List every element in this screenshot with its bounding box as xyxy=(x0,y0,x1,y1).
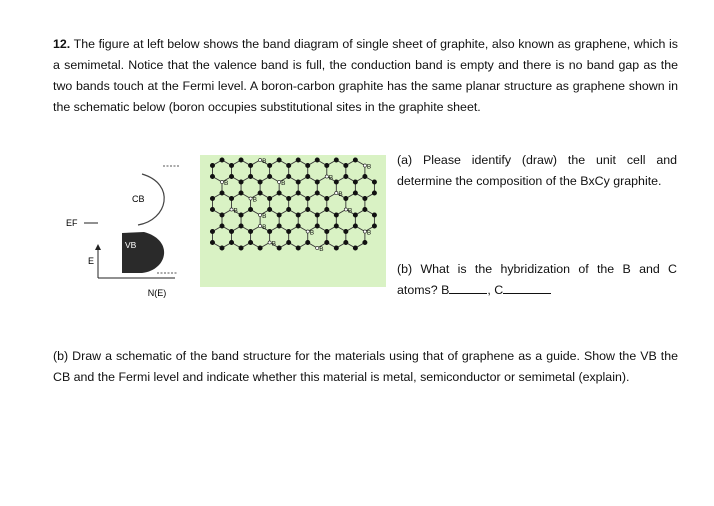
carbon-atom xyxy=(306,196,310,200)
carbon-atom xyxy=(315,224,319,228)
carbon-atom xyxy=(353,213,357,217)
energy-axis-label: E xyxy=(87,256,95,266)
boron-label: B xyxy=(262,224,267,231)
energy-axis-arrow xyxy=(95,244,101,250)
carbon-atom xyxy=(210,196,214,200)
carbon-atom xyxy=(248,174,252,178)
carbon-atom xyxy=(286,196,290,200)
carbon-atom xyxy=(286,229,290,233)
boron-label: B xyxy=(328,174,334,182)
carbon-atom xyxy=(286,240,290,244)
hybridization-c-blank[interactable] xyxy=(503,281,551,294)
carbon-atom xyxy=(344,229,348,233)
carbon-atom xyxy=(267,207,271,211)
dos-axis-label: N(E) xyxy=(147,288,167,298)
carbon-atom xyxy=(277,191,281,195)
carbon-atom xyxy=(296,246,300,250)
boron-label: B xyxy=(347,207,353,215)
carbon-atom xyxy=(239,180,243,184)
carbon-atom xyxy=(248,163,252,167)
carbon-atom xyxy=(306,163,310,167)
carbon-atom xyxy=(344,174,348,178)
carbon-atom xyxy=(258,246,262,250)
carbon-atom xyxy=(353,158,357,162)
carbon-atom xyxy=(334,224,338,228)
carbon-atom xyxy=(372,180,376,184)
boron-label: B xyxy=(233,207,238,215)
boron-label: B xyxy=(338,191,343,198)
boron-label: B xyxy=(262,213,267,220)
problem-intro xyxy=(53,34,678,118)
carbon-atom xyxy=(306,240,310,244)
carbon-atom xyxy=(315,180,319,184)
boron-label: B xyxy=(366,229,372,237)
carbon-atom xyxy=(353,191,357,195)
carbon-atom xyxy=(210,174,214,178)
carbon-atom xyxy=(239,191,243,195)
boron-label: B xyxy=(224,180,229,187)
carbon-atom xyxy=(258,180,262,184)
boron-label: B xyxy=(309,229,315,237)
carbon-atom xyxy=(220,191,224,195)
carbon-atom xyxy=(286,174,290,178)
carbon-atom xyxy=(277,158,281,162)
carbon-atom xyxy=(296,213,300,217)
valence-band-filled xyxy=(122,232,164,273)
carbon-atom xyxy=(363,207,367,211)
carbon-atom xyxy=(229,163,233,167)
carbon-atom xyxy=(277,246,281,250)
hybridization-b-label: B xyxy=(441,283,450,297)
question-a: (a) Please identify (draw) the unit cell and determine the composition of the BxCy graphite. xyxy=(397,153,677,188)
carbon-atom xyxy=(325,207,329,211)
carbon-atom xyxy=(306,174,310,178)
carbon-atom xyxy=(363,196,367,200)
carbon-atom xyxy=(296,224,300,228)
carbon-atom xyxy=(239,213,243,217)
carbon-atom xyxy=(325,240,329,244)
carbon-atom xyxy=(344,163,348,167)
carbon-atom xyxy=(220,158,224,162)
hybridization-b-blank[interactable] xyxy=(449,281,487,294)
problem-intro-text: The figure at left below shows the band diagram of single sheet of graphite, also known as graphene, which is a semimetal. Notice that the valence band is full, the conduction band is empty and there is no band gap as the two bands touch at the Fermi level. A boron-carbon graphite has the same planar structure as graphene shown in the schematic below (boron occupies substitutional sites in the graphite sheet. xyxy=(53,37,679,114)
carbon-atom xyxy=(372,191,376,195)
hybridization-c-label: C xyxy=(494,283,504,297)
carbon-atom xyxy=(334,246,338,250)
carbon-atom xyxy=(334,158,338,162)
boron-label: B xyxy=(319,246,324,253)
carbon-atom xyxy=(229,196,233,200)
part-b-band-structure-question: (b) Draw a schematic of the band structure for the materials using that of graphene as a guide. Show the VB the CB and the Fermi level and indicate whether this material is metal, semiconductor or semimetal (explain). xyxy=(53,349,678,384)
carbon-atom xyxy=(325,163,329,167)
vb-label: VB xyxy=(125,240,137,250)
fermi-level-label: EF xyxy=(66,218,78,228)
carbon-atom xyxy=(229,240,233,244)
carbon-atom xyxy=(220,224,224,228)
carbon-atom xyxy=(239,224,243,228)
carbon-atom xyxy=(239,246,243,250)
carbon-atom xyxy=(210,229,214,233)
carbon-atom xyxy=(296,158,300,162)
carbon-atom xyxy=(220,246,224,250)
band-diagram xyxy=(60,160,190,300)
carbon-atom xyxy=(286,163,290,167)
carbon-atom xyxy=(229,174,233,178)
carbon-atom xyxy=(267,229,271,233)
carbon-atom xyxy=(267,196,271,200)
carbon-atom xyxy=(315,158,319,162)
carbon-atom xyxy=(258,191,262,195)
carbon-atom xyxy=(334,180,338,184)
question-b: (b) What is the hybridization of the B and C atoms? B , C xyxy=(397,262,677,297)
carbon-atom xyxy=(229,229,233,233)
carbon-atom xyxy=(296,180,300,184)
carbon-atom xyxy=(325,196,329,200)
carbon-atom xyxy=(210,163,214,167)
cb-label: CB xyxy=(132,194,145,204)
carbon-atom xyxy=(296,191,300,195)
carbon-atom xyxy=(334,213,338,217)
carbon-atom xyxy=(210,207,214,211)
carbon-atom xyxy=(286,207,290,211)
boron-label: B xyxy=(271,240,276,248)
carbon-atom xyxy=(353,180,357,184)
boron-label: B xyxy=(262,158,267,165)
question-b-text: (b) What is the hybridization of the B and C atoms? xyxy=(397,262,677,297)
carbon-atom xyxy=(353,224,357,228)
carbon-atom xyxy=(372,213,376,217)
carbon-atom xyxy=(315,213,319,217)
carbon-atom xyxy=(372,224,376,228)
carbon-atom xyxy=(363,174,367,178)
carbon-atom xyxy=(353,246,357,250)
boron-label: B xyxy=(281,180,286,187)
carbon-atom xyxy=(344,240,348,244)
carbon-atom xyxy=(363,240,367,244)
carbon-atom xyxy=(248,207,252,211)
carbon-atom xyxy=(267,163,271,167)
boron-label: B xyxy=(366,163,372,171)
carbon-atom xyxy=(239,158,243,162)
carbon-atom xyxy=(325,229,329,233)
boron-label: B xyxy=(252,196,257,204)
carbon-atom xyxy=(267,174,271,178)
carbon-atom xyxy=(344,196,348,200)
carbon-atom xyxy=(315,191,319,195)
carbon-atom xyxy=(210,240,214,244)
carbon-atom xyxy=(277,224,281,228)
carbon-atom xyxy=(248,240,252,244)
carbon-atom xyxy=(220,213,224,217)
carbon-atom xyxy=(306,207,310,211)
carbon-atom xyxy=(248,229,252,233)
problem-number: 12. xyxy=(53,37,71,51)
carbon-atom xyxy=(277,213,281,217)
bc-graphite-lattice xyxy=(200,155,386,287)
lattice-background xyxy=(200,155,386,287)
